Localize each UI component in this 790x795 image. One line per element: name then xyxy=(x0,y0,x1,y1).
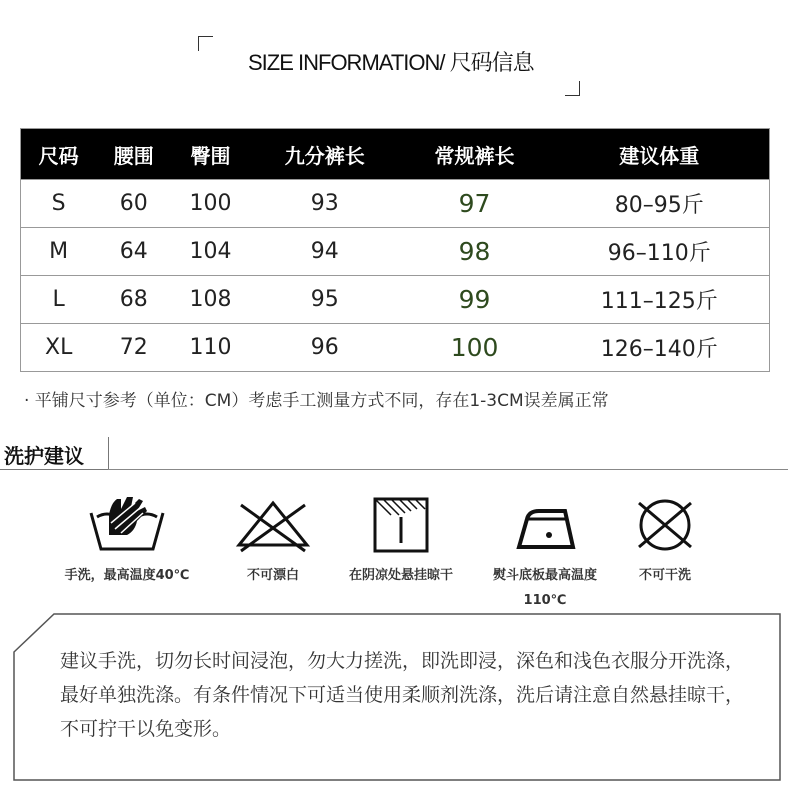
table-row xyxy=(21,276,770,324)
page-title: SIZE INFORMATION/ 尺码信息 xyxy=(248,50,534,75)
table-cell: 94 xyxy=(250,228,400,276)
divider xyxy=(108,469,788,470)
column-header: 尺码 xyxy=(21,129,97,180)
table-row xyxy=(21,228,770,276)
corner-decoration xyxy=(198,36,213,51)
care-label: 在阴凉处悬挂晾干 xyxy=(348,568,453,583)
iron-icon xyxy=(505,495,585,555)
table-cell: XL xyxy=(21,324,97,372)
column-header: 腰围 xyxy=(96,129,171,180)
corner-decoration xyxy=(565,81,580,96)
care-label: 熨斗底板最高温度110℃ xyxy=(492,568,597,608)
measurement-note: · 平铺尺寸参考（单位：CM）考虑手工测量方式不同，存在1-3CM误差属正常 xyxy=(24,391,609,411)
table-cell: 97 xyxy=(400,180,550,228)
no-bleach-icon xyxy=(233,495,313,555)
table-cell: 108 xyxy=(171,276,250,324)
column-header: 臀围 xyxy=(171,129,250,180)
care-advice-box xyxy=(12,612,782,782)
table-cell: 111–125斤 xyxy=(549,276,769,324)
table-cell: 126–140斤 xyxy=(549,324,769,372)
column-header: 九分裤长 xyxy=(250,129,400,180)
no-dry-clean-icon xyxy=(625,495,705,555)
hand-wash-icon xyxy=(87,495,167,555)
care-label: 不可干洗 xyxy=(638,568,691,583)
dry-in-shade-icon xyxy=(361,495,441,555)
care-item-hand-wash xyxy=(62,495,192,588)
table-cell: 72 xyxy=(96,324,171,372)
table-row xyxy=(21,180,770,228)
table-cell: 104 xyxy=(171,228,250,276)
title-block xyxy=(180,30,600,100)
table-cell: 98 xyxy=(400,228,550,276)
table-cell: S xyxy=(21,180,97,228)
care-title: 洗护建议 xyxy=(4,444,84,468)
care-item-no-dry-clean xyxy=(600,495,730,588)
size-table xyxy=(20,128,770,372)
table-cell: 110 xyxy=(171,324,250,372)
table-row xyxy=(21,324,770,372)
table-cell: 96 xyxy=(250,324,400,372)
care-label: 手洗，最高温度40℃ xyxy=(64,568,190,583)
care-label: 不可漂白 xyxy=(246,568,299,583)
care-item-no-bleach xyxy=(208,495,338,588)
table-cell: 93 xyxy=(250,180,400,228)
care-header xyxy=(0,437,790,471)
table-cell: 100 xyxy=(171,180,250,228)
care-item-iron xyxy=(480,495,610,613)
table-cell: 95 xyxy=(250,276,400,324)
column-header: 建议体重 xyxy=(549,129,769,180)
table-header-row xyxy=(21,129,770,180)
column-header: 常规裤长 xyxy=(400,129,550,180)
table-cell: 60 xyxy=(96,180,171,228)
care-item-dry-in-shade xyxy=(336,495,466,588)
care-advice-text: 建议手洗，切勿长时间浸泡，勿大力搓洗，即洗即浸，深色和浅色衣服分开洗涤，最好单独洗涤。有条件情况下可适当使用柔顺剂洗涤，洗后请注意自然悬挂晾干，不可拧干以免变形。 xyxy=(60,650,745,740)
table-cell: M xyxy=(21,228,97,276)
table-cell: 96–110斤 xyxy=(549,228,769,276)
table-cell: 100 xyxy=(400,324,550,372)
table-cell: 68 xyxy=(96,276,171,324)
table-cell: 80–95斤 xyxy=(549,180,769,228)
table-cell: L xyxy=(21,276,97,324)
table-cell: 64 xyxy=(96,228,171,276)
table-cell: 99 xyxy=(400,276,550,324)
